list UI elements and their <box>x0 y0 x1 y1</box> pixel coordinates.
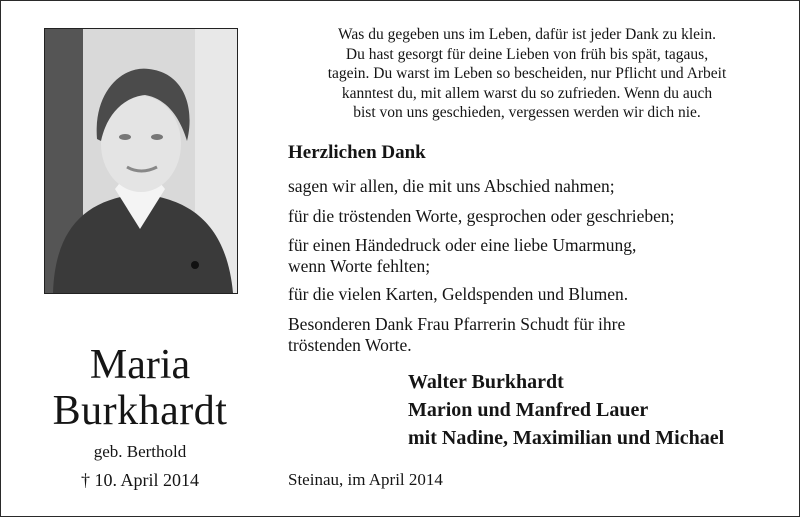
signer-name: Marion und Manfred Lauer <box>408 399 649 421</box>
portrait-icon <box>45 29 237 293</box>
thanks-heading: Herzlichen Dank <box>288 142 426 163</box>
thanks-line: sagen wir allen, die mit uns Abschied nahmen; <box>288 176 615 196</box>
thanks-line: wenn Worte fehlten; <box>288 256 431 276</box>
portrait-photo <box>44 28 238 294</box>
signer-name: Walter Burkhardt <box>408 371 564 393</box>
last-name: Burkhardt <box>52 388 228 434</box>
death-date: † 10. April 2014 <box>80 470 199 490</box>
poem-verse <box>292 25 762 123</box>
thanks-line: für die vielen Karten, Geldspenden und Blumen. <box>288 284 629 304</box>
signer-name: mit Nadine, Maximilian und Michael <box>408 427 725 449</box>
thanks-line: für die tröstenden Worte, gesprochen oder geschrieben; <box>288 206 675 226</box>
poem-line: Was du gegeben uns im Leben, dafür ist jeder Dank zu klein. <box>338 26 716 43</box>
birth-name: geb. Berthold <box>93 442 187 461</box>
place-date: Steinau, im April 2014 <box>288 470 443 489</box>
poem-line: kanntest du, mit allem warst du so zufrieden. Wenn du auch <box>341 84 713 102</box>
thanks-line: Besonderen Dank Frau Pfarrerin Schudt für ihre <box>288 314 626 334</box>
signers-block <box>408 368 724 452</box>
thanks-line: tröstenden Worte. <box>288 335 412 355</box>
poem-line: bist von uns geschieden, vergessen werden wir dich nie. <box>353 104 701 121</box>
first-name: Maria <box>89 342 191 388</box>
poem-line: Du hast gesorgt für deine Lieben von früh bis spät, tagaus, <box>345 45 709 63</box>
thanks-line: für einen Händedruck oder eine liebe Umarmung, <box>288 235 637 255</box>
deceased-name-block <box>20 342 260 491</box>
poem-line: tagein. Du warst im Leben so bescheiden, nur Pflicht und Arbeit <box>327 65 727 82</box>
